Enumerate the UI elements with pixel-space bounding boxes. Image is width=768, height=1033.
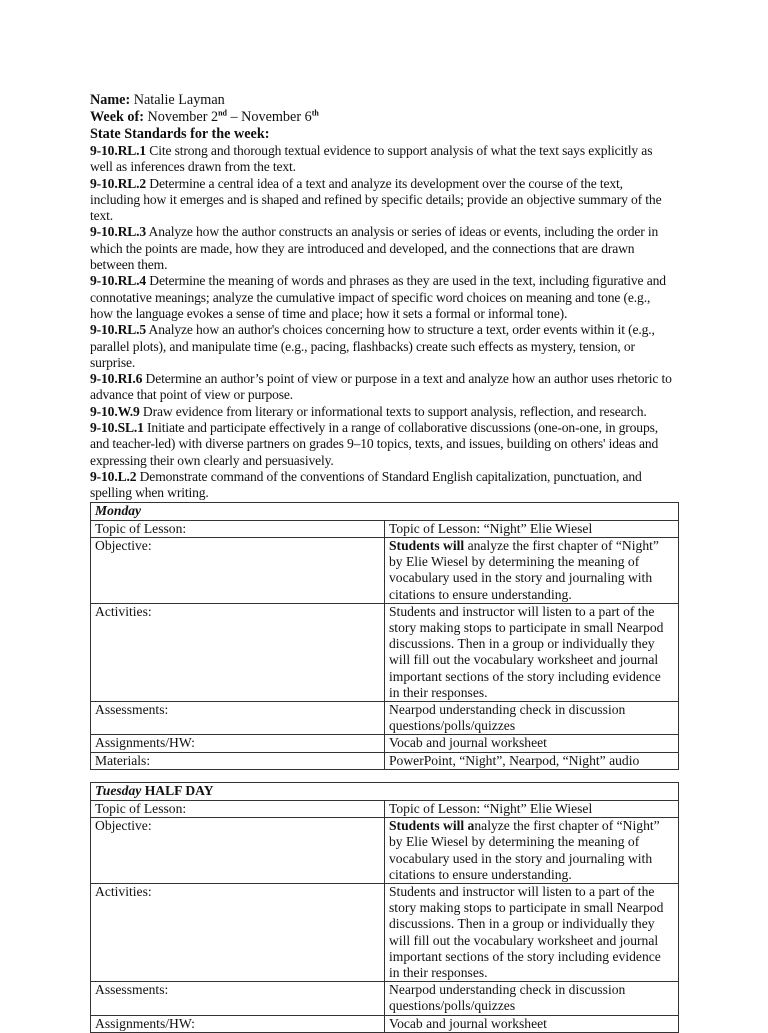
standard-code: 9-10.SL.1 bbox=[90, 420, 144, 436]
day-header-row bbox=[91, 782, 679, 800]
lesson-plan-page bbox=[90, 92, 672, 1033]
standard-code: 9-10.RL.5 bbox=[90, 322, 147, 338]
row-value: Topic of Lesson: “Night” Elie Wiesel bbox=[385, 520, 679, 537]
table-row bbox=[91, 818, 679, 884]
standard-item bbox=[90, 469, 672, 502]
day-header bbox=[91, 502, 679, 520]
row-value bbox=[385, 818, 679, 884]
row-value: Vocab and journal worksheet bbox=[385, 1015, 679, 1032]
row-value: Students and instructor will listen to a part of the story making stops to participate in small Nearpod discussions. Then in a group or individually they will fill out the vocabulary worksheet and journal important sections of the story including evidence in their responses. bbox=[385, 884, 679, 982]
day-note: HALF DAY bbox=[141, 782, 214, 798]
objective-lead: Students will a bbox=[389, 818, 475, 834]
row-label: Assessments: bbox=[91, 982, 385, 1015]
standard-code: 9-10.W.9 bbox=[90, 403, 140, 419]
objective-text: nalyze the first chapter of “Night” by Elie Wiesel by determining the meaning of vocabulary used in the story and journaling with citations to ensure understanding. bbox=[389, 818, 660, 882]
name-line bbox=[90, 92, 672, 109]
standard-item bbox=[90, 371, 672, 404]
row-label: Assessments: bbox=[91, 701, 385, 734]
standard-code: 9-10.RL.1 bbox=[90, 143, 147, 158]
day-name: Monday bbox=[95, 502, 142, 518]
row-label: Objective: bbox=[91, 818, 385, 884]
row-label: Assignments/HW: bbox=[91, 1015, 385, 1032]
standard-text: Demonstrate command of the conventions of Standard English capitalization, punctuation, and spelling when writing. bbox=[90, 468, 642, 501]
table-row bbox=[91, 735, 679, 752]
standard-text: Initiate and participate effectively in a range of collaborative discussions (one-on-one, in groups, and teacher-led) with diverse partners on grades 9–10 topics, texts, and issues, building on others' ideas and expressing their own clearly and persuasively. bbox=[90, 420, 659, 468]
week-end-suffix: th bbox=[311, 108, 319, 118]
name-value: Natalie Layman bbox=[133, 92, 225, 108]
standard-text: Cite strong and thorough textual evidence to support analysis of what the text says explicitly as well as inferences drawn from the text. bbox=[90, 143, 653, 175]
standard-text: Determine a central idea of a text and analyze its development over the course of the text, including how it emerges and is shaped and refined by specific details; provide an objective summary of the text. bbox=[90, 175, 662, 224]
row-value: Topic of Lesson: “Night” Elie Wiesel bbox=[385, 800, 679, 817]
monday-table bbox=[90, 502, 679, 770]
week-line bbox=[90, 109, 672, 126]
day-name: Tuesday bbox=[95, 782, 142, 798]
week-start-suffix: nd bbox=[218, 108, 227, 118]
table-row bbox=[91, 537, 679, 603]
standard-text: Draw evidence from literary or informational texts to support analysis, reflection, and research. bbox=[139, 403, 647, 419]
objective-lead: Students will bbox=[389, 537, 465, 553]
row-label: Assignments/HW: bbox=[91, 735, 385, 752]
tuesday-table bbox=[90, 782, 679, 1033]
row-label: Topic of Lesson: bbox=[91, 800, 385, 817]
row-label: Activities: bbox=[91, 884, 385, 982]
day-header-row bbox=[91, 502, 679, 520]
table-row bbox=[91, 884, 679, 982]
standard-item bbox=[90, 404, 672, 420]
table-row bbox=[91, 520, 679, 537]
standards-heading: State Standards for the week: bbox=[90, 126, 270, 142]
standard-item bbox=[90, 273, 672, 322]
name-label: Name: bbox=[90, 92, 131, 108]
table-spacer bbox=[90, 770, 672, 782]
standard-code: 9-10.RL.4 bbox=[90, 273, 147, 289]
standard-code: 9-10.RL.3 bbox=[90, 224, 147, 240]
row-value: PowerPoint, “Night”, Nearpod, “Night” audio bbox=[385, 752, 679, 769]
standard-item bbox=[90, 420, 672, 469]
row-label: Objective: bbox=[91, 537, 385, 603]
standard-text: Analyze how the author constructs an analysis or series of ideas or events, including the order in which the points are made, how they are introduced and developed, and the connections that are drawn between them. bbox=[90, 224, 659, 273]
standard-code: 9-10.RL.2 bbox=[90, 175, 147, 191]
row-label: Topic of Lesson: bbox=[91, 520, 385, 537]
standard-text: Determine the meaning of words and phrases as they are used in the text, including figurative and connotative meanings; analyze the cumulative impact of specific word choices on meaning and tone (e.g., how the language evokes a sense of time and place; how it sets a formal or informal tone). bbox=[90, 273, 666, 321]
standard-code: 9-10.L.2 bbox=[90, 468, 137, 484]
row-label: Materials: bbox=[91, 752, 385, 769]
row-value: Nearpod understanding check in discussion questions/polls/quizzes bbox=[385, 701, 679, 734]
table-row bbox=[91, 701, 679, 734]
standard-item bbox=[90, 322, 672, 371]
objective-text: analyze the first chapter of “Night” by Elie Wiesel by determining the meaning of vocabulary used in the story and journaling with citations to ensure understanding. bbox=[389, 537, 659, 602]
table-row bbox=[91, 800, 679, 817]
row-value: Students and instructor will listen to a part of the story making stops to participate in small Nearpod discussions. Then in a group or individually they will fill out the vocabulary worksheet and journal important sections of the story including evidence in their responses. bbox=[385, 603, 679, 701]
row-value: Vocab and journal worksheet bbox=[385, 735, 679, 752]
table-row bbox=[91, 982, 679, 1015]
row-value: Nearpod understanding check in discussion questions/polls/quizzes bbox=[385, 982, 679, 1015]
week-end: – November 6 bbox=[226, 109, 312, 125]
row-value bbox=[385, 537, 679, 603]
standard-item bbox=[90, 224, 672, 273]
standard-text: Determine an author’s point of view or purpose in a text and analyze how an author uses rhetoric to advance that point of view or purpose. bbox=[90, 371, 672, 403]
standard-code: 9-10.RI.6 bbox=[90, 371, 143, 387]
week-label: Week of: bbox=[90, 109, 144, 125]
standard-text: Analyze how an author's choices concerning how to structure a text, order events within it (e.g., parallel plots), and manipulate time (e.g., pacing, flashbacks) create such effects as mystery, tension, or surprise. bbox=[90, 322, 655, 370]
day-header bbox=[91, 782, 679, 800]
table-row bbox=[91, 752, 679, 769]
standard-item bbox=[90, 176, 672, 225]
week-start: November 2 bbox=[147, 109, 219, 125]
standard-item bbox=[90, 143, 672, 176]
table-row bbox=[91, 603, 679, 701]
standards-list bbox=[90, 143, 672, 502]
row-label: Activities: bbox=[91, 603, 385, 701]
